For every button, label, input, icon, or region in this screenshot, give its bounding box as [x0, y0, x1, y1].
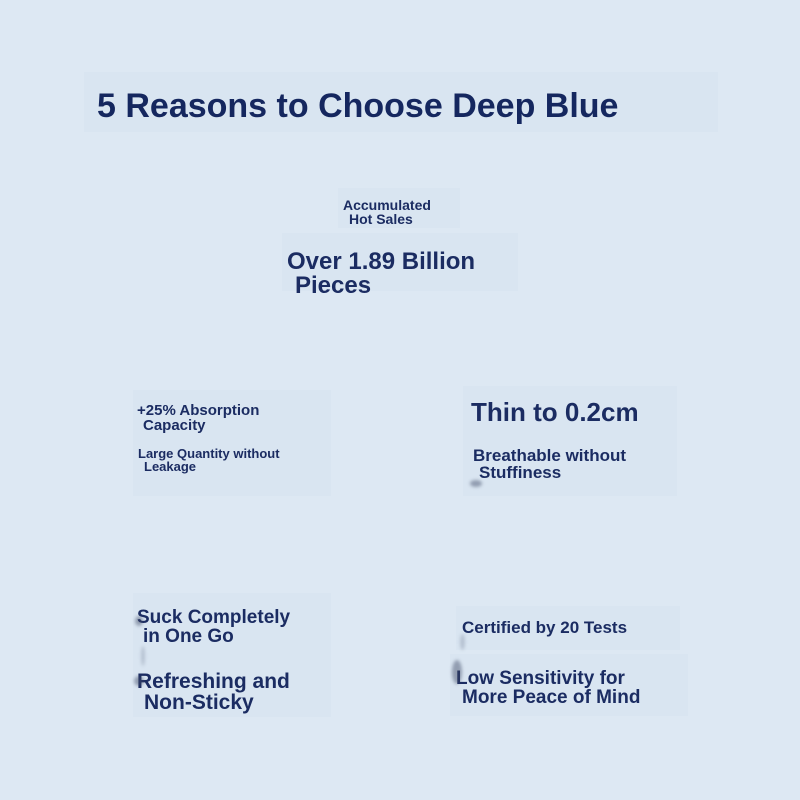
page-title: 5 Reasons to Choose Deep Blue [97, 87, 619, 125]
absorption-subtitle [138, 447, 280, 473]
sales-value-line2: Pieces [295, 272, 372, 299]
absorption-title-line2: Capacity [143, 417, 206, 434]
absorption-title [137, 403, 259, 433]
sales-label-line2: Hot Sales [349, 211, 413, 227]
thin-sub-line2: Stuffiness [479, 463, 562, 482]
thin-title: Thin to 0.2cm [471, 397, 639, 427]
smudge-mark [452, 660, 462, 684]
smudge-mark [134, 676, 144, 686]
thin-sub-line1: Breathable without [473, 446, 627, 465]
sensitivity-text [456, 669, 640, 707]
smudge-mark [460, 634, 465, 650]
refresh-line1: Refreshing and [137, 670, 290, 693]
smudge-mark [141, 646, 145, 666]
sensitivity-line1: Low Sensitivity for [456, 668, 625, 689]
sales-value-line1: Over 1.89 Billion [287, 248, 476, 275]
refresh-line2: Non-Sticky [144, 691, 254, 714]
absorption-sub-line2: Leakage [144, 459, 197, 474]
thin-subtitle [473, 447, 626, 481]
sales-value [287, 250, 475, 298]
refresh-title [137, 671, 290, 713]
absorption-sub-line1: Large Quantity without [138, 446, 280, 461]
smudge-mark [470, 480, 482, 487]
suck-title [137, 608, 290, 646]
absorption-title-line1: +25% Absorption [137, 402, 260, 419]
sales-label-line1: Accumulated [343, 197, 431, 213]
smudge-mark [135, 616, 143, 626]
suck-line1: Suck Completely [137, 607, 291, 628]
suck-line2: in One Go [143, 626, 234, 647]
sensitivity-line2: More Peace of Mind [462, 687, 641, 708]
certified-title: Certified by 20 Tests [462, 618, 628, 637]
sales-label [343, 198, 431, 226]
